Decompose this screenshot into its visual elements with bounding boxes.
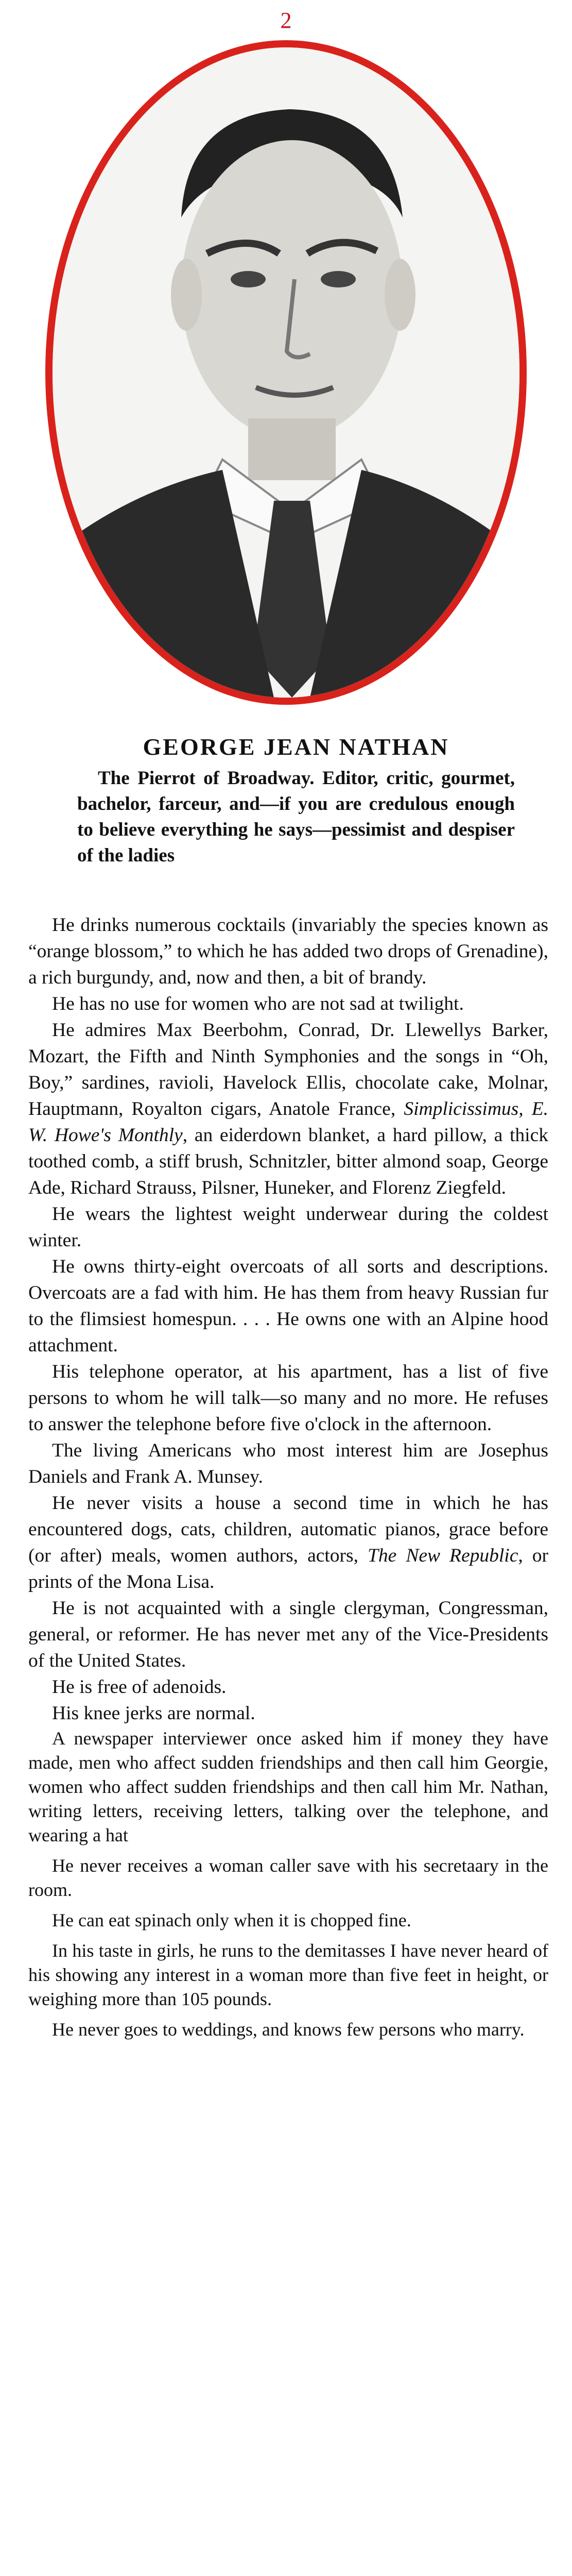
page-number: 2 (280, 8, 292, 33)
portrait-photo (53, 47, 519, 698)
paragraph-overcoats: He owns thirty-eight overcoats of all sorts and descriptions. Overcoats are a fad with him. He has them from heavy Russian fur to the flimsiest homespun. . . . He owns one with an Alpine hood attachment. (28, 1256, 548, 1356)
paragraph-acquaintances: He is not acquainted with a single clergyman, Congressman, general, or reformer. He has never met any of the Vice-Presidents of the United States. (28, 1598, 548, 1671)
italic-magazines: Simplicissimus, E. W. Howe's Monthly (28, 1098, 549, 1146)
paragraph-twilight: He has no use for women who are not sad at twilight. (52, 993, 464, 1014)
article-body (28, 912, 548, 2042)
paragraph-admires: He admires Max Beerbohm, Conrad, Dr. Llewellys Barker, Mozart, the Fifth and Ninth Symphonies and the songs in “Oh, Boy,” sardines, ravioli, Havelock Ellis, chocolate cake, Molnar, Hauptmann, Royalton cigars, Anatole France, Simplicissimus, E. W. Howe's Monthly, an eiderdown blanket, a hard pillow, a thick toothed comb, a stiff brush, Schnitzler, bitter almond soap, George Ade, Richard Strauss, Pilsner, Huneker, and Florenz Ziegfeld. (28, 1020, 549, 1198)
paragraph-spinach: He can eat spinach only when it is chopped fine. (52, 1910, 411, 1930)
paragraph-cocktails: He drinks numerous cocktails (invariably the species known as “orange blossom,” to which he has added two drops of Grenadine), a rich burgundy, and, now and then, a bit of brandy. (28, 914, 548, 988)
portrait-oval-frame (45, 40, 527, 705)
caption-name: GEORGE JEAN NATHAN (143, 734, 449, 760)
italic-new-republic: The New Republic (368, 1545, 518, 1566)
paragraph-interviewer: A newspaper interviewer once asked him if money they have made, men who affect sudden friendships and then call him Georgie, women who affect sudden friendships and then call him Mr. Nathan, writing letters, receiving letters, talking over the telephone, and wearing a hat (28, 1728, 548, 1845)
paragraph-weddings: He never goes to weddings, and knows few persons who marry. (52, 2019, 525, 2040)
photo-caption (77, 732, 515, 869)
paragraph-girls: In his taste in girls, he runs to the demitasses I have never heard of his showing any interest in a woman more than five feet in height, or weighing more than 105 pounds. (28, 1940, 548, 2009)
paragraph-americans: The living Americans who most interest him are Josephus Daniels and Frank A. Munsey. (28, 1440, 548, 1487)
paragraph-telephone: His telephone operator, at his apartment, has a list of five persons to whom he will talk—so many and no more. He refuses to answer the telephone before five o'clock in the afternoon. (28, 1361, 548, 1435)
paragraph-knee-jerks: His knee jerks are normal. (52, 1703, 255, 1724)
paragraph-visits: He never visits a house a second time in which he has encountered dogs, cats, children, automatic pianos, grace before (or after) meals, women authors, actors, The New Republic, or prints of the Mona Lisa. (28, 1493, 548, 1592)
paragraph-woman-caller: He never receives a woman caller save with his secretaary in the room. (28, 1855, 548, 1900)
caption-description: The Pierrot of Broadway. Editor, critic, gourmet, bachelor, farceur, and—if you are credulous enough to believe everything he says—pessimist and despiser of the ladies (77, 768, 515, 866)
paragraph-underwear: He wears the lightest weight underwear during the coldest winter. (28, 1204, 548, 1251)
paragraph-adenoids: He is free of adenoids. (52, 1676, 227, 1698)
